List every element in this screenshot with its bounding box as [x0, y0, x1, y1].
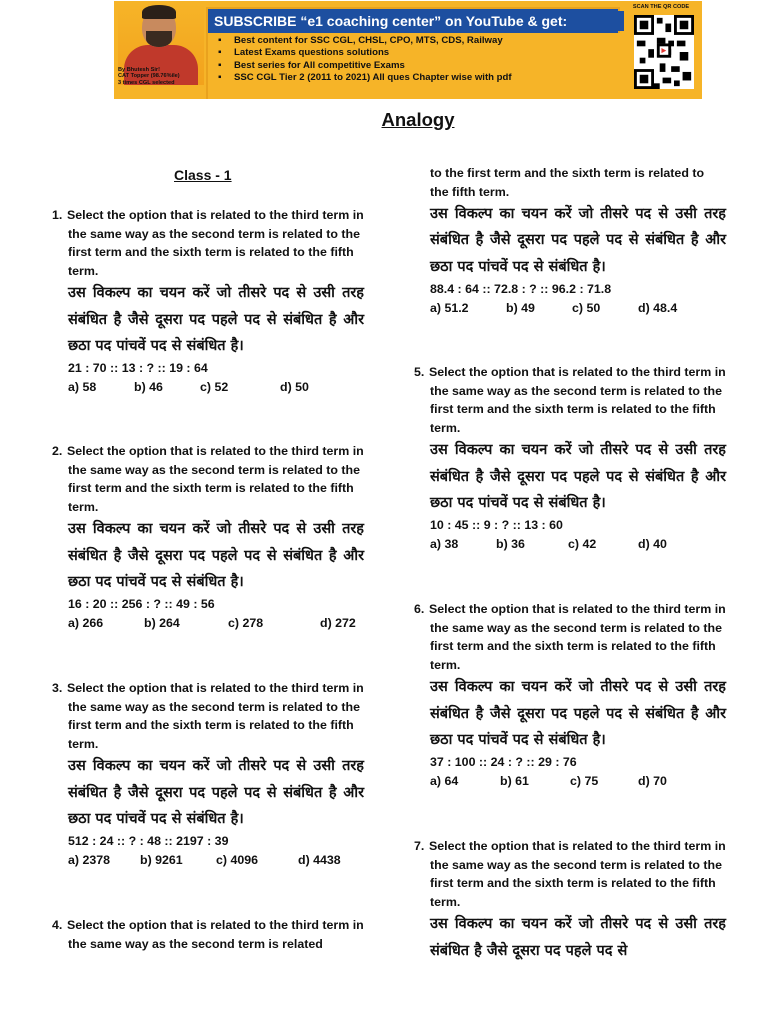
promo-item: ▪ Best content for SSC CGL, CHSL, CPO, MTS, CDS, Railway [234, 35, 644, 47]
answer-options [406, 772, 726, 791]
option: c) 4096 [216, 852, 259, 867]
question-english: 4. Select the option that is related to the third term in the same way as the second term is related [52, 918, 364, 951]
question-5 [406, 363, 726, 553]
option: c) 278 [228, 615, 264, 630]
question-series: 21 : 70 :: 13 : ? :: 19 : 64 [68, 361, 208, 376]
question-hindi: उस विकल्प का चयन करें जो तीसरे पद से उसी तरह संबंधित है जैसे दूसरा पद पहले पद से संबंधित है और छठा पद पांचवें पद से संबंधित है। [430, 679, 726, 748]
question-hindi: उस विकल्प का चयन करें जो तीसरे पद से उसी तरह संबंधित है जैसे दूसरा पद पहले पद से [430, 916, 726, 959]
question-english: 7. Select the option that is related to the third term in the same way as the second term is related to the first term and the sixth term is related to the fifth term. [414, 839, 726, 909]
question-series: 10 : 45 :: 9 : ? :: 13 : 60 [430, 518, 563, 533]
option: d) 40 [638, 536, 667, 551]
option: a) 51.2 [430, 300, 469, 315]
option: b) 61 [500, 773, 529, 788]
option: d) 48.4 [638, 300, 678, 315]
question-series: 88.4 : 64 :: 72.8 : ? :: 96.2 : 71.8 [430, 282, 612, 297]
option: c) 42 [568, 536, 597, 551]
answer-options [406, 535, 726, 554]
question-english: to the first term and the sixth term is related to the fifth term. [430, 166, 705, 199]
qr-code-box [624, 3, 698, 95]
question-english: 5. Select the option that is related to the third term in the same way as the second term is related to the first term and the sixth term is related to the fifth term. [414, 365, 726, 435]
question-1 [44, 206, 364, 396]
question-english: 1. Select the option that is related to the third term in the same way as the second term is related to the first term and the sixth term is related to the fifth term. [52, 208, 364, 278]
answer-options [406, 299, 726, 318]
question-hindi: उस विकल्प का चयन करें जो तीसरे पद से उसी तरह संबंधित है जैसे दूसरा पद पहले पद से संबंधित है और छठा पद पांचवें पद से संबंधित है। [430, 206, 726, 275]
question-series: 37 : 100 :: 24 : ? :: 29 : 76 [430, 755, 577, 770]
question-series: 512 : 24 :: ? : 48 :: 2197 : 39 [68, 834, 229, 849]
qr-code-icon [634, 15, 694, 89]
option: d) 4438 [298, 852, 341, 867]
qr-label: SCAN THE QR CODE [632, 4, 690, 10]
option: b) 36 [496, 536, 525, 551]
question-hindi: उस विकल्प का चयन करें जो तीसरे पद से उसी तरह संबंधित है जैसे दूसरा पद पहले पद से संबंधित है और छठा पद पांचवें पद से संबंधित है। [68, 285, 364, 354]
option: c) 75 [570, 773, 599, 788]
option: a) 2378 [68, 852, 111, 867]
question-hindi: उस विकल्प का चयन करें जो तीसरे पद से उसी तरह संबंधित है जैसे दूसरा पद पहले पद से संबंधित है और छठा पद पांचवें पद से संबंधित है। [68, 758, 364, 827]
promo-item: ▪ Latest Exams questions solutions [234, 47, 644, 59]
question-4-continued [406, 164, 726, 317]
question-series: 16 : 20 :: 256 : ? :: 49 : 56 [68, 597, 215, 612]
question-english: 2. Select the option that is related to the third term in the same way as the second term is related to the first term and the sixth term is related to the fifth term. [52, 444, 364, 514]
question-english: 6. Select the option that is related to the third term in the same way as the second term is related to the first term and the sixth term is related to the fifth term. [414, 602, 726, 672]
option: a) 38 [430, 536, 459, 551]
answer-options [44, 851, 364, 870]
promo-item: ▪ Best series for All competitive Exams [234, 60, 644, 72]
option: d) 50 [280, 379, 309, 394]
promo-title: SUBSCRIBE “e1 coaching center” on YouTube & get: [208, 11, 624, 31]
option: b) 49 [506, 300, 535, 315]
option: b) 9261 [140, 852, 183, 867]
presenter-caption: By Bhutesh Sir! CAT Topper (98.76%ile) 3 times CGL selected [118, 67, 180, 86]
question-6 [406, 600, 726, 790]
option: a) 266 [68, 615, 104, 630]
class-title: Class - 1 [174, 167, 232, 183]
question-7 [406, 837, 726, 964]
answer-options [44, 378, 364, 397]
question-hindi: उस विकल्प का चयन करें जो तीसरे पद से उसी तरह संबंधित है जैसे दूसरा पद पहले पद से संबंधित है और छठा पद पांचवें पद से संबंधित है। [430, 442, 726, 511]
option: d) 70 [638, 773, 667, 788]
promo-box [206, 7, 620, 99]
option: c) 52 [200, 379, 229, 394]
document-title: Analogy [381, 109, 455, 130]
promo-list [208, 33, 644, 99]
question-4-start [44, 916, 364, 953]
answer-options [44, 614, 364, 633]
question-2 [44, 442, 364, 632]
option: b) 46 [134, 379, 163, 394]
question-3 [44, 679, 364, 869]
option: a) 58 [68, 379, 97, 394]
option: c) 50 [572, 300, 601, 315]
option: a) 64 [430, 773, 459, 788]
option: b) 264 [144, 615, 180, 630]
option: d) 272 [320, 615, 356, 630]
promo-item: ▪ SSC CGL Tier 2 (2011 to 2021) All ques Chapter wise with pdf [234, 72, 644, 84]
question-english: 3. Select the option that is related to the third term in the same way as the second term is related to the first term and the sixth term is related to the fifth term. [52, 681, 364, 751]
promo-banner [114, 1, 702, 99]
question-hindi: उस विकल्प का चयन करें जो तीसरे पद से उसी तरह संबंधित है जैसे दूसरा पद पहले पद से संबंधित है और छठा पद पांचवें पद से संबंधित है। [68, 521, 364, 590]
